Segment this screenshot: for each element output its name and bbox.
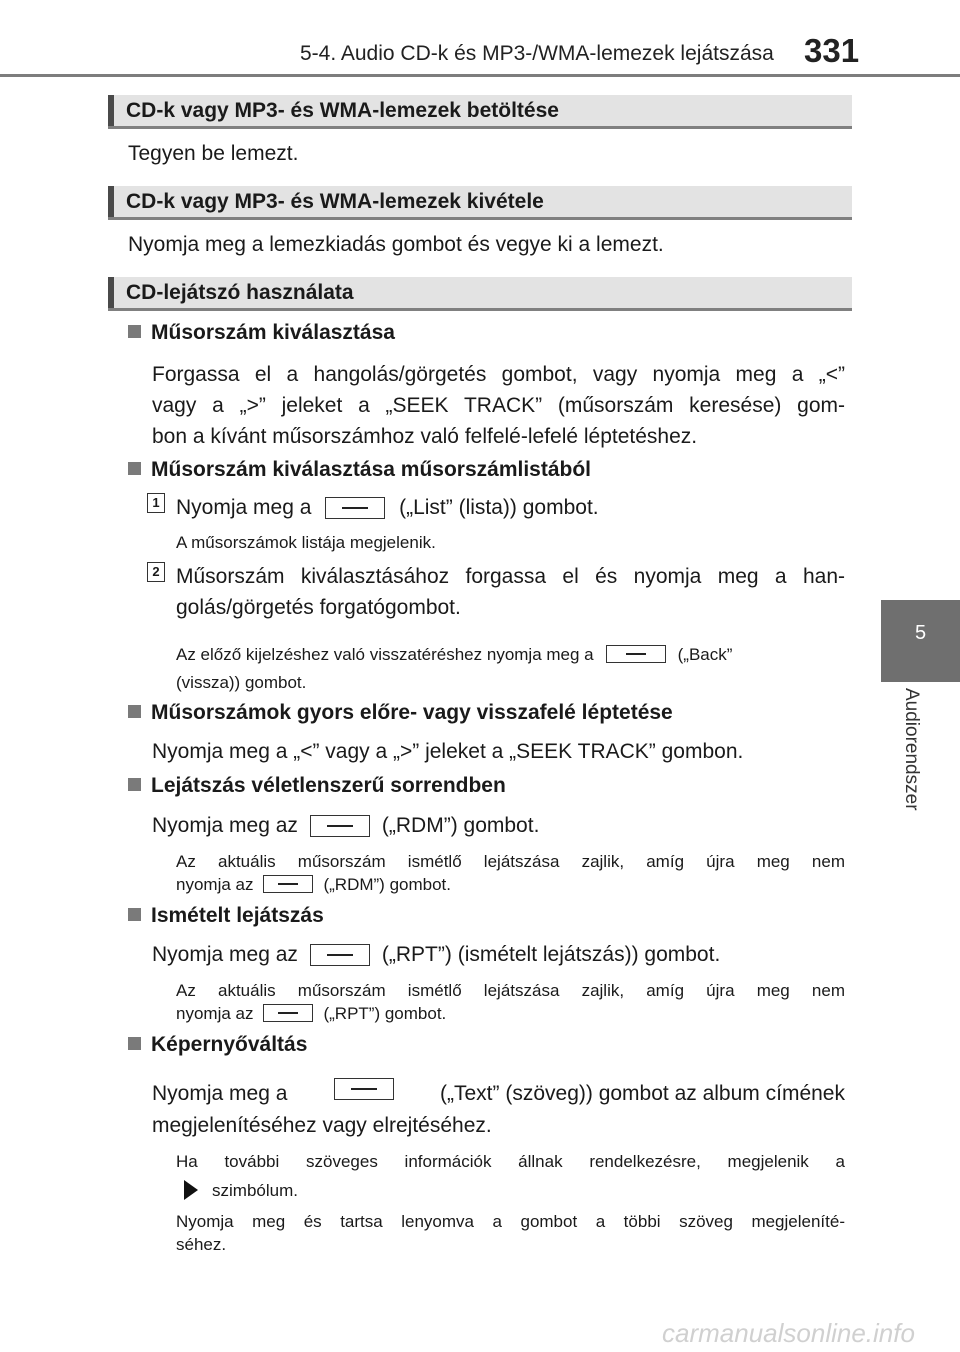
section-title: CD-k vagy MP3- és WMA-lemezek kivétele — [126, 190, 544, 213]
section-header-eject — [108, 186, 852, 220]
rdm-button-icon — [310, 815, 370, 837]
repeat-note-line2: nyomja az („RPT”) gombot. — [176, 1004, 447, 1023]
track-select-line: bon a kívánt műsorszámhoz való felfelé-lefelé léptetéshez. — [152, 425, 698, 448]
screen-note-line2: szimbólum. — [212, 1181, 298, 1200]
list-button-icon — [325, 497, 385, 519]
section-header-cd-player — [108, 277, 852, 311]
heading-track-select: Műsorszám kiválasztása — [128, 321, 395, 345]
bullet-square-icon — [128, 908, 141, 921]
back-note: Az előző kijelzéshez való visszatéréshez nyomja meg a („Back” — [176, 645, 733, 664]
step2-line: golás/görgetés forgatógombot. — [176, 596, 461, 619]
screen-note: Nyomja meg és tartsa lenyomva a gombot a többi szöveg megjeleníté- — [176, 1212, 845, 1231]
eject-text: Nyomja meg a lemezkiadás gombot és vegye ki a lemezt. — [128, 233, 664, 256]
rdm-button-icon — [263, 875, 313, 893]
random-note-line2: nyomja az („RDM”) gombot. — [176, 875, 451, 894]
bullet-square-icon — [128, 778, 141, 791]
track-select-line: vagy a „>” jeleket a „SEEK TRACK” (műsorszám keresése) gom- — [152, 394, 845, 417]
track-select-line: Forgassa el a hangolás/görgetés gombot, vagy nyomja meg a „<” — [152, 363, 845, 386]
rpt-button-icon — [310, 944, 370, 966]
heading-fast: Műsorszámok gyors előre- vagy visszafelé léptetése — [128, 701, 673, 725]
step1-note: A műsorszámok listája megjelenik. — [176, 533, 436, 552]
random-text: Nyomja meg az („RDM”) gombot. — [152, 814, 540, 837]
section-title: CD-k vagy MP3- és WMA-lemezek betöltése — [126, 99, 559, 122]
heading-track-list: Műsorszám kiválasztása műsorszámlistából — [128, 458, 591, 482]
bullet-square-icon — [128, 1037, 141, 1050]
bullet-square-icon — [128, 462, 141, 475]
back-note-line2: (vissza)) gombot. — [176, 673, 307, 692]
screen-text-line2: megjelenítéséhez vagy elrejtéséhez. — [152, 1114, 492, 1137]
step1-text: Nyomja meg a („List” (lista)) gombot. — [176, 496, 599, 519]
back-button-icon — [606, 645, 666, 663]
repeat-note: Az aktuális műsorszám ismétlő lejátszása zajlik, amíg újra meg nem — [176, 981, 845, 1000]
bullet-square-icon — [128, 705, 141, 718]
section-header-load — [108, 95, 852, 129]
step-number: 1 — [147, 493, 165, 513]
watermark: carmanualsonline.info — [662, 1318, 915, 1348]
load-text: Tegyen be lemezt. — [128, 142, 299, 165]
screen-text: Nyomja meg a („Text” (szöveg)) gombot az album címének — [152, 1078, 845, 1109]
rpt-button-icon — [263, 1004, 313, 1022]
step-number: 2 — [147, 562, 165, 582]
random-note: Az aktuális műsorszám ismétlő lejátszása zajlik, amíg újra meg nem — [176, 852, 845, 871]
page-number: 331 — [804, 32, 860, 69]
chapter-title: 5-4. Audio CD-k és MP3-/WMA-lemezek lejátszása — [300, 42, 774, 65]
chapter-tab-number: 5 — [914, 622, 927, 644]
bullet-square-icon — [128, 325, 141, 338]
heading-random: Lejátszás véletlenszerű sorrendben — [128, 774, 506, 798]
heading-screen: Képernyőváltás — [128, 1033, 307, 1057]
screen-note-line4: séhez. — [176, 1235, 227, 1254]
step2-line: Műsorszám kiválasztásához forgassa el és nyomja meg a han- — [176, 565, 845, 588]
section-title: CD-lejátszó használata — [126, 281, 354, 304]
chapter-tab-label: Audiorendszer — [901, 688, 922, 811]
screen-note: Ha további szöveges információk állnak rendelkezésre, megjelenik a — [176, 1152, 845, 1171]
more-text-arrow-icon — [184, 1180, 198, 1200]
heading-repeat: Ismételt lejátszás — [128, 904, 324, 928]
fast-text: Nyomja meg a „<” vagy a „>” jeleket a „SEEK TRACK” gombon. — [152, 740, 744, 763]
text-button-icon — [334, 1078, 394, 1100]
repeat-text: Nyomja meg az („RPT”) (ismételt lejátszás)) gombot. — [152, 943, 721, 966]
header-rule — [0, 74, 960, 77]
